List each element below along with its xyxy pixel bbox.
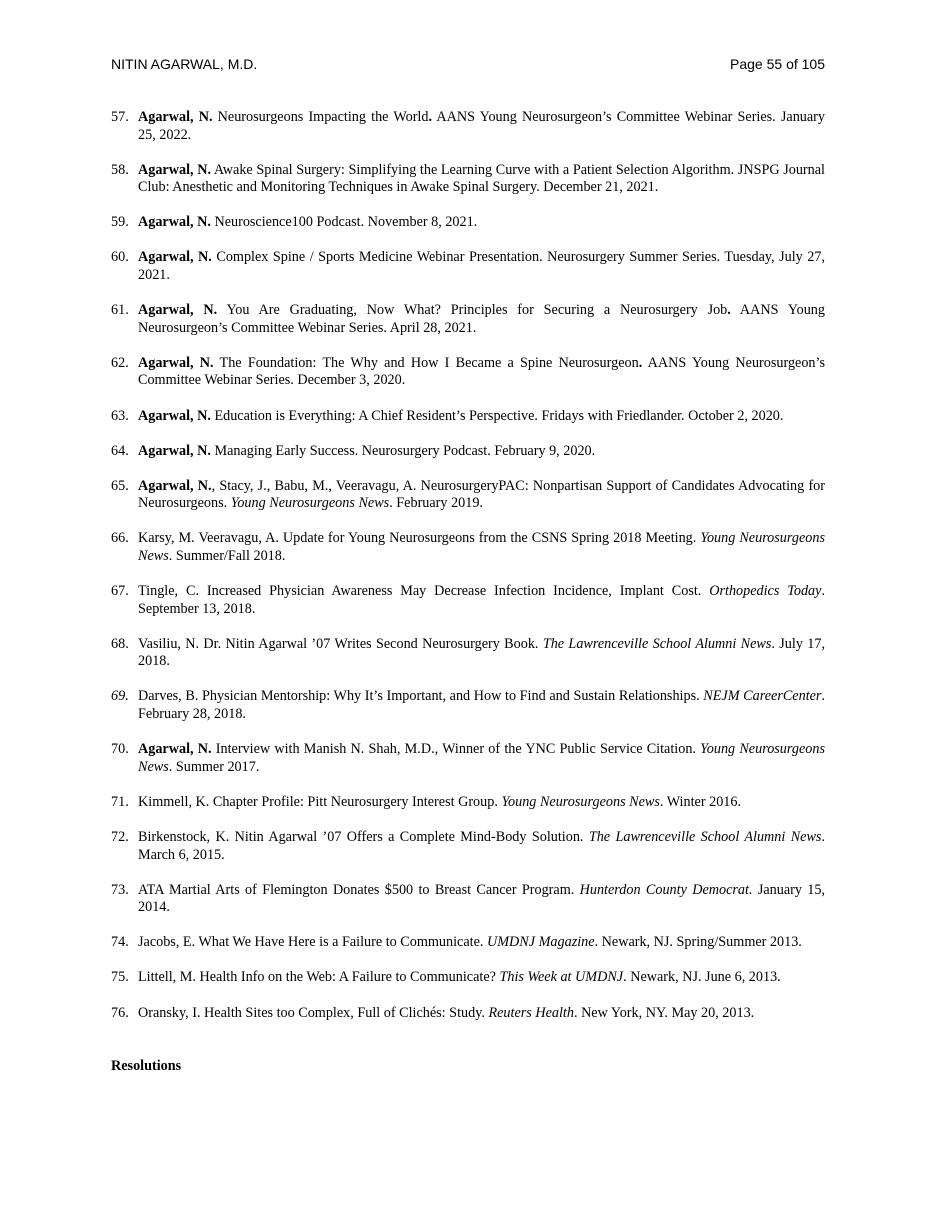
citation-number: 65. bbox=[111, 477, 129, 494]
citation-text: Tingle, C. Increased Physician Awareness May Decrease Infection Incidence, Implant Cost. bbox=[138, 583, 710, 600]
citation-entry bbox=[111, 688, 825, 723]
citation-entry bbox=[111, 934, 825, 952]
citation-text: . February 2019. bbox=[389, 495, 483, 512]
citation-text: . September 13, 2018. bbox=[138, 583, 825, 617]
citation-text: Vasiliu, N. Dr. Nitin Agarwal ’07 Writes Second Neurosurgery Book. bbox=[138, 635, 543, 652]
citation-entry bbox=[111, 530, 825, 565]
citation-text: . Summer/Fall 2018. bbox=[168, 548, 286, 564]
citation-text: . July 17, 2018. bbox=[138, 635, 826, 670]
citation-text: January 15, 2014. bbox=[138, 881, 826, 916]
citation-text: . Winter 2016. bbox=[659, 793, 742, 810]
citation-publication: The Lawrenceville School Alumni News bbox=[588, 828, 822, 845]
citation-entry bbox=[111, 969, 825, 987]
citation-author: Agarwal, N. bbox=[138, 741, 212, 758]
citation-entry bbox=[111, 214, 825, 232]
citation-entry bbox=[111, 829, 825, 864]
page-header bbox=[111, 56, 825, 78]
citation-text: Birkenstock, K. Nitin Agarwal ’07 Offers a Complete Mind-Body Solution. bbox=[138, 828, 589, 845]
citation-publication: Orthopedics Today bbox=[709, 583, 822, 600]
citation-number: 64. bbox=[111, 442, 129, 459]
citation-entry bbox=[111, 478, 825, 513]
citation-text: Awake Spinal Surgery: Simplifying the Learning Curve with a Patient Selection Algorithm. JNSPG Journal Club: Anesthetic and Monitoring Techniques in Awake Spinal Surgery. December 21, 2021. bbox=[138, 161, 825, 196]
citation-author: Agarwal, N. bbox=[138, 109, 213, 125]
citation-text: Oransky, I. Health Sites too Complex, Full of Clichés: Study. bbox=[138, 1004, 489, 1021]
citation-publication: Hunterdon County Democrat. bbox=[579, 881, 753, 898]
citation-number: 59. bbox=[111, 214, 129, 231]
citation-number: 74. bbox=[111, 934, 129, 951]
citation-text: , Stacy, J., Babu, M., Veeravagu, A. NeurosurgeryPAC: Nonpartisan Support of Candidates Advocating for Neurosurgeons. bbox=[138, 477, 825, 512]
citation-publication: Reuters Health bbox=[488, 1004, 574, 1021]
citation-number: 58. bbox=[111, 161, 129, 178]
citation-number: 69. bbox=[111, 688, 129, 705]
citation-entry bbox=[111, 355, 825, 390]
citation-text: AANS Young Neurosurgeon’s Committee Webinar Series. December 3, 2020. bbox=[138, 354, 825, 389]
citation-author: Agarwal, N. bbox=[138, 214, 211, 231]
citation-text: . February 28, 2018. bbox=[138, 688, 826, 723]
citation-number: 66. bbox=[111, 530, 129, 547]
citation-text: The Foundation: The Why and How I Became a Spine Neurosurgeon bbox=[213, 354, 639, 371]
citation-number: 60. bbox=[111, 249, 129, 266]
citation-text: Littell, M. Health Info on the Web: A Failure to Communicate? bbox=[138, 969, 500, 986]
citation-text: . Summer 2017. bbox=[168, 758, 260, 775]
citation-number: 57. bbox=[111, 109, 129, 125]
citation-text: You Are Graduating, Now What? Principles for Securing a Neurosurgery Job bbox=[217, 302, 728, 319]
citation-author: Agarwal, N. bbox=[138, 354, 214, 371]
author-name: NITIN AGARWAL, M.D. bbox=[111, 56, 258, 72]
citation-text: Managing Early Success. Neurosurgery Podcast. February 9, 2020. bbox=[210, 442, 596, 459]
citation-text: . New York, NY. May 20, 2013. bbox=[573, 1004, 755, 1021]
citation-text: Kimmell, K. Chapter Profile: Pitt Neurosurgery Interest Group. bbox=[138, 793, 502, 810]
citation-author: Agarwal, N. bbox=[138, 302, 218, 319]
citation-text: . Newark, NJ. Spring/Summer 2013. bbox=[594, 934, 802, 951]
citation-entry bbox=[111, 443, 825, 461]
citation-entry bbox=[111, 408, 825, 426]
citation-entry bbox=[111, 794, 825, 812]
citation-entry bbox=[111, 583, 825, 618]
citation-author: Agarwal, N. bbox=[138, 161, 211, 178]
citation-author: . bbox=[638, 354, 643, 371]
citation-number: 68. bbox=[111, 635, 129, 652]
citation-entry bbox=[111, 249, 825, 284]
citation-text: Neurosurgeons Impacting the World bbox=[212, 109, 429, 125]
citation-publication: The Lawrenceville School Alumni News bbox=[542, 635, 772, 652]
citation-text: Education is Everything: A Chief Resident’s Perspective. Fridays with Friedlander. October 2, 2020. bbox=[210, 407, 784, 424]
citation-text: Karsy, M. Veeravagu, A. Update for Young Neurosurgeons from the CSNS Spring 2018 Meeting. bbox=[138, 530, 701, 547]
citation-list bbox=[111, 109, 825, 1040]
citation-entry bbox=[111, 741, 825, 776]
citation-author: . bbox=[727, 302, 731, 319]
citation-author: Agarwal, N. bbox=[138, 442, 211, 459]
citation-author: . bbox=[428, 109, 433, 125]
citation-entry bbox=[111, 636, 825, 671]
citation-number: 70. bbox=[111, 741, 129, 758]
citation-text: . March 6, 2015. bbox=[138, 828, 825, 863]
citation-text: Neuroscience100 Podcast. November 8, 2021. bbox=[210, 214, 478, 231]
citation-number: 71. bbox=[111, 793, 129, 810]
citation-text: Jacobs, E. What We Have Here is a Failure to Communicate. bbox=[138, 934, 487, 951]
citation-number: 72. bbox=[111, 828, 129, 845]
citation-number: 76. bbox=[111, 1004, 129, 1021]
citation-publication: NEJM CareerCenter bbox=[703, 688, 822, 705]
citation-entry bbox=[111, 1005, 825, 1023]
citation-number: 61. bbox=[111, 302, 129, 319]
citation-author: Agarwal, N. bbox=[138, 477, 212, 494]
citation-number: 75. bbox=[111, 969, 129, 986]
citation-number: 73. bbox=[111, 881, 129, 898]
citation-publication: This Week at UMDNJ bbox=[499, 969, 624, 986]
citation-author: Agarwal, N. bbox=[138, 249, 212, 266]
citation-publication: Young Neurosurgeons News bbox=[501, 793, 660, 810]
citation-text: ATA Martial Arts of Flemington Donates $500 to Breast Cancer Program. bbox=[138, 881, 580, 898]
citation-entry bbox=[111, 109, 825, 144]
citation-author: Agarwal, N. bbox=[138, 407, 211, 424]
citation-number: 63. bbox=[111, 407, 129, 424]
citation-text: AANS Young Neurosurgeon’s Committee Webinar Series. January 25, 2022. bbox=[138, 109, 826, 143]
citation-entry bbox=[111, 302, 825, 337]
section-heading: Resolutions bbox=[111, 1058, 182, 1074]
citation-publication: Young Neurosurgeons News bbox=[138, 530, 825, 564]
citation-text: . Newark, NJ. June 6, 2013. bbox=[623, 969, 781, 986]
citation-text: Darves, B. Physician Mentorship: Why It’s Important, and How to Find and Sustain Relationships. bbox=[138, 688, 704, 705]
citation-entry bbox=[111, 882, 825, 917]
citation-number: 62. bbox=[111, 354, 129, 371]
citation-publication: UMDNJ Magazine bbox=[486, 934, 595, 951]
citation-publication: Young Neurosurgeons News bbox=[138, 741, 825, 775]
citation-number: 67. bbox=[111, 583, 129, 600]
citation-publication: Young Neurosurgeons News bbox=[230, 495, 390, 512]
citation-text: Complex Spine / Sports Medicine Webinar Presentation. Neurosurgery Summer Series. Tuesday, July 27, 2021. bbox=[138, 249, 825, 284]
citation-text: AANS Young Neurosurgeon’s Committee Webinar Series. April 28, 2021. bbox=[138, 302, 825, 336]
citation-text: Interview with Manish N. Shah, M.D., Winner of the YNC Public Service Citation. bbox=[211, 741, 701, 758]
citation-entry bbox=[111, 162, 825, 197]
page-number: Page 55 of 105 bbox=[730, 56, 825, 72]
